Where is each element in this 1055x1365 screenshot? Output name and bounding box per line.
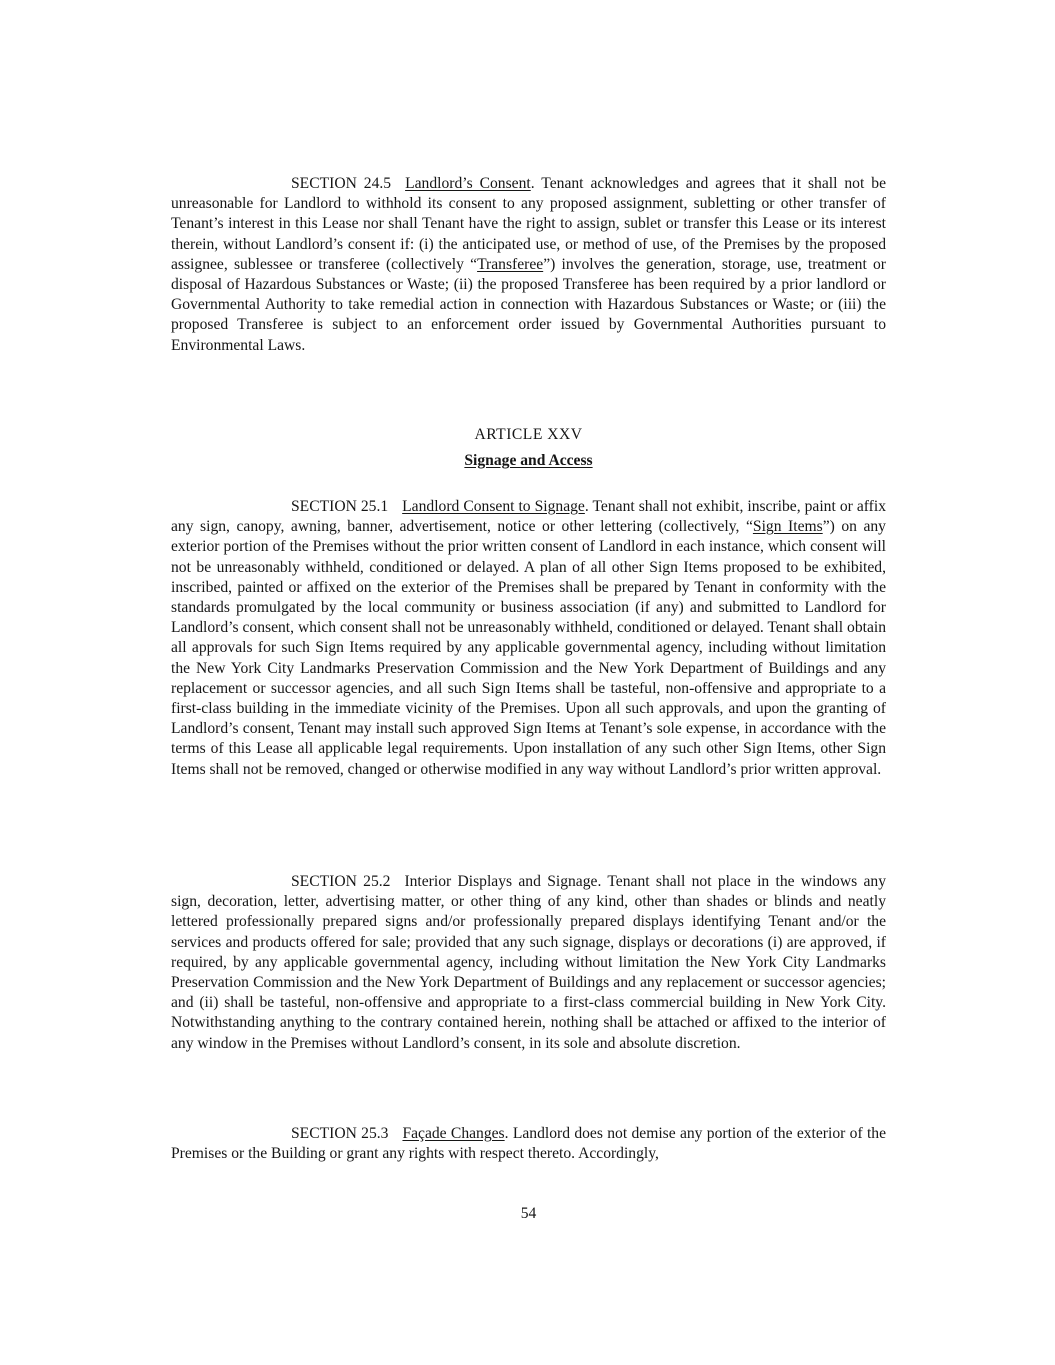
section-25-2-label: SECTION 25.2 (291, 873, 391, 890)
section-25-1-label: SECTION 25.1 (291, 498, 389, 515)
section-25-1-paragraph (171, 497, 886, 780)
article-subheading-text: Signage and Access (464, 452, 593, 469)
section-25-3-body: . Landlord does not demise any portion of the exterior of the Premises or the Building or grant any rights with respect thereto. Accordingly, (171, 1125, 887, 1163)
defined-term-transferee: Transferee (477, 255, 544, 273)
section-24-5-body-continued: ”) involves the generation, storage, use, treatment or disposal of Hazardous Substances or Waste; (ii) the proposed Transferee has been required by a prior landlord or Governmental Authority to take remedial action in connection with Hazardous Substances or Waste; or (iii) the proposed Transferee is subject to an enforcement order issued by Governmental Authorities pursuant to Environmental Laws. (171, 255, 886, 354)
section-24-5-paragraph (171, 174, 886, 356)
page-number: 54 (520, 1205, 537, 1222)
defined-term-sign-items: Sign Items (752, 518, 823, 536)
section-25-3-label: SECTION 25.3 (291, 1125, 389, 1142)
section-25-2-body: . Tenant shall not place in the windows any sign, decoration, letter, advertising matter, or other thing of any kind, other than shades or blinds and neatly lettered professionally prepared signs and/or professionally prepared displays identifying Tenant and/or the services and products offered for sale; provided that any such signage, displays or decorations (i) are approved, if required, by any applicable governmental agency, including without limitation the New York City Landmarks Preservation Commission and the New York Department of Buildings and any replacement or successor agencies; and (ii) shall be tasteful, non-offensive and appropriate to a first-class commercial building in New York City. Notwithstanding anything to the contrary contained herein, nothing shall be attached or affixed to the interior of any window in the Premises without Landlord’s consent, in its sole and absolute discretion. (171, 873, 886, 1052)
section-25-1-title: Landlord Consent to Signage (402, 498, 585, 515)
section-25-2-title: Interior Displays and Signage (404, 873, 598, 890)
section-24-5-body: . Tenant acknowledges and agrees that it shall not be unreasonable for Landlord to withhold its consent to any proposed assignment, subletting or other transfer of Tenant’s interest in this Lease nor shall Tenant have the right to assign, sublet or transfer this Lease or its interest therein, without Landlord’s consent if: (i) the anticipated use, or method of use, of the Premises by the proposed assignee, sublessee or transferee (collectively “ (171, 175, 886, 273)
section-25-1-body: . Tenant shall not exhibit, inscribe, paint or affix any sign, canopy, awning, banner, advertisement, notice or other lettering (collectively, “ (171, 498, 886, 536)
section-25-2-paragraph (171, 872, 886, 1054)
section-25-1-body-continued: ”) on any exterior portion of the Premises without the prior written consent of Landlord in each instance, which consent will not be unreasonably withheld, conditioned or delayed. A plan of all other Sign Items proposed to be exhibited, inscribed, painted or affixed on the exterior of the Premises shall be prepared by Tenant in conformity with the standards promulgated by the local community or business association (if any) and submitted to Landlord for Landlord’s consent, which consent shall not be unreasonably withheld, conditioned or delayed. Tenant shall obtain all approvals for such Sign Items required by any applicable governmental agency, including without limitation the New York City Landmarks Preservation Commission and the New York Department of Buildings and any replacement or successor agencies, and all such Sign Items shall be tasteful, non-offensive and appropriate to a first-class building in the immediate vicinity of the Premises. Upon all such approvals, and upon the granting of Landlord’s consent, Tenant may install such approved Sign Items at Tenant’s sole expense, in accordance with the terms of this Lease all applicable legal requirements. Upon installation of any such other Sign Items, other Sign Items shall not be removed, changed or otherwise modified in any way without Landlord’s prior written approval. (171, 518, 886, 778)
section-24-5-title: Landlord’s Consent (405, 175, 531, 192)
section-25-3-paragraph (171, 1124, 886, 1164)
article-subheading (171, 452, 886, 470)
section-25-3-title: Façade Changes (402, 1125, 505, 1142)
article-heading: ARTICLE XXV (474, 426, 583, 443)
section-24-5-label: SECTION 24.5 (291, 175, 392, 192)
